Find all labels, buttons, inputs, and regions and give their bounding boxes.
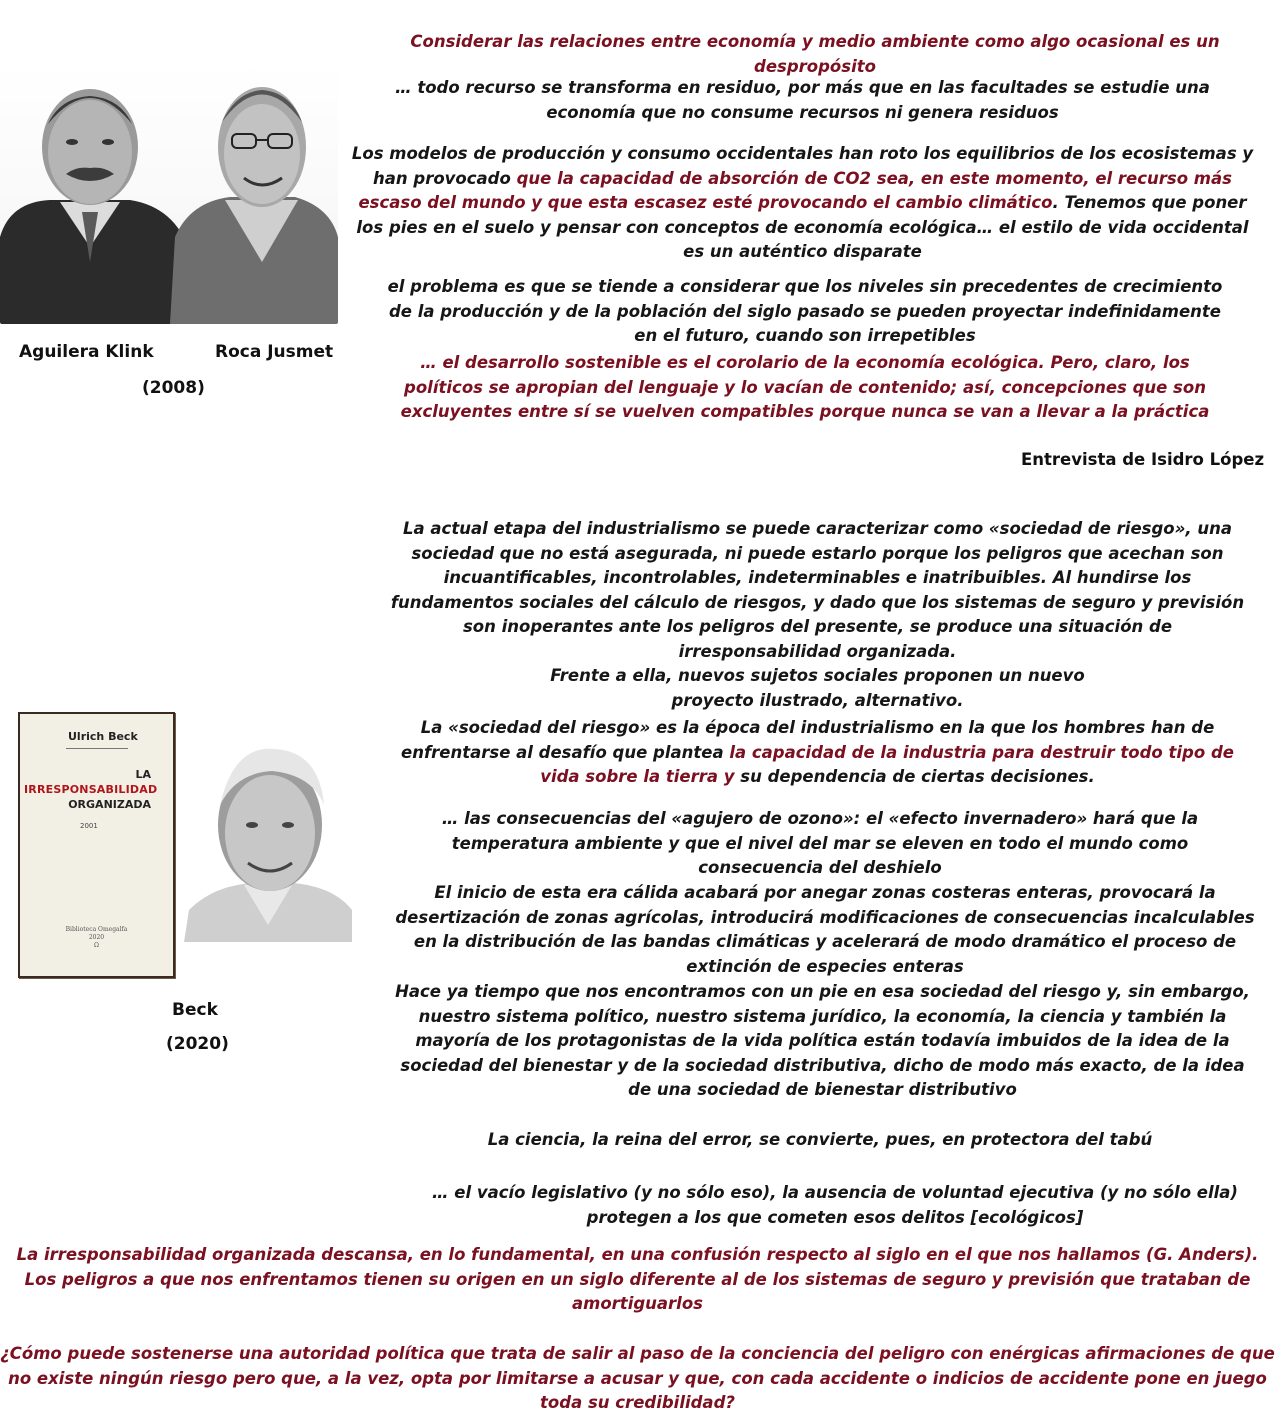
beck-photo-drawing [184, 735, 352, 942]
beck-photo [184, 735, 352, 942]
quote-ozone: … las consecuencias del «agujero de ozono»: el «efecto invernadero» hará que la temperatura ambiente y que el nivel del mar se eleven en todo el mundo como consecuencia del deshielo [441, 809, 1199, 877]
author-name-aguilera: Aguilera Klink [19, 342, 154, 362]
quote-production-models-c: . Tenemos que poner los pies en el suelo y pensar con conceptos de economía ecológica… el estilo de vida occidental es un auténtico disparate [356, 193, 1249, 261]
book-title-line1: LA [135, 768, 151, 781]
book-title-line2: IRRESPONSABILIDAD [24, 783, 158, 796]
quote-welfare-society: Hace ya tiempo que nos encontramos con un pie en esa sociedad del riesgo y, sin embargo, nuestro sistema político, nuestro sistema jurídico, la economía, la ciencia y también la mayoría de los protagonistas de la vida política están todavía imbuidos de la idea de la sociedad del bienestar y de la sociedad distributiva, dicho de modo más exacto, de la idea de una sociedad de bienestar distributivo [395, 982, 1250, 1099]
section1-title: Considerar las relaciones entre economía y medio ambiente como algo ocasional es un despropósito [410, 32, 1220, 76]
quote-industry-a: La «sociedad del riesgo» es la época del industrialismo en la que los hombres han de enfrentarse al desafío que plantea [401, 718, 1215, 762]
author-name-roca: Roca Jusmet [215, 342, 334, 362]
quote-industry-highlight: la capacidad de la industria para destruir todo tipo de vida sobre la tierra y [540, 742, 1234, 786]
quote-production-models [350, 142, 1255, 265]
authors-photo-drawing [0, 62, 338, 324]
book-divider [66, 748, 128, 749]
book-title-line3: ORGANIZADA [68, 798, 151, 811]
book-footer-logo: Ω [94, 942, 99, 949]
book-publisher-mark: 2001 [80, 822, 98, 830]
interview-source: Entrevista de Isidro López [1021, 450, 1265, 469]
quote-resources-waste: … todo recurso se transforma en residuo, por más que en las facultades se estudie una economía que no consume recursos ni genera residuos [395, 78, 1210, 122]
quote-sustainable-development: … el desarrollo sostenible es el corolario de la economía ecológica. Pero, claro, los políticos se apropian del lenguaje y lo vacían de contenido; así, concepciones que son excluyentes entre sí se vuelven compatibles porque nunca se van a llevar a la práctica [400, 353, 1210, 421]
quote-risk-society-line3: proyecto ilustrado, alternativo. [671, 690, 964, 710]
book-footer-publisher: Biblioteca Omegalfa [65, 926, 128, 933]
quote-legislative-void: … el vacío legislativo (y no sólo eso), la ausencia de voluntad ejecutiva (y no sólo ella) protegen a los que cometen esos delitos [ecológicos] [432, 1183, 1238, 1227]
quote-science-taboo: La ciencia, la reina del error, se convierte, pues, en protectora del tabú [487, 1130, 1153, 1149]
quote-production-models-highlight: que la capacidad de absorción de CO2 sea, en este momento, el recurso más escaso del mundo y que esta escasez esté provocando el cambio climático [358, 168, 1232, 212]
book-cover [18, 712, 175, 978]
year-2020: (2020) [166, 1034, 229, 1054]
quote-risk-society-line2: Frente a ella, nuevos sujetos sociales proponen un nuevo [550, 666, 1085, 685]
quote-industry-destruction [390, 716, 1245, 790]
book-footer-year: 2020 [88, 934, 105, 941]
author-name-beck: Beck [172, 1000, 218, 1020]
quote-industry-c: su dependencia de ciertas decisiones. [734, 767, 1095, 786]
quote-warm-era: El inicio de esta era cálida acabará por anegar zonas costeras enteras, provocará la desertización de zonas agrícolas, introducirá modificaciones de consecuencias incalculables en la distribución de las bandas climáticas y acelerará de modo dramático el proceso de extinción de especies enteras [395, 883, 1255, 976]
quote-risk-society-main: La actual etapa del industrialismo se puede caracterizar como «sociedad de riesgo», una sociedad que no está asegurada, ni puede estarlo porque los peligros que acechan son incuantificables, incontrolables, indeterminables e inatribuibles. Al hundirse los fundamentos sociales del cálculo de riesgos, y dado que los sistemas de seguro y previsión son inoperantes ante los peligros del presente, se produce una situación de irresponsabilidad organizada. [390, 519, 1245, 661]
quote-growth-projection: el problema es que se tiende a considerar que los niveles sin precedentes de crecimiento de la producción y de la población del siglo pasado se pueden proyectar indefinidamente en el futuro, cuando son irrepetibles [387, 277, 1223, 345]
quote-organized-irresponsibility: La irresponsabilidad organizada descansa, en lo fundamental, en una confusión respecto al siglo en el que nos hallamos (G. Anders). Los peligros a que nos enfrentamos tienen su origen en un siglo diferente al de los sistemas de seguro y previsión que trataban de amortiguarlos [16, 1245, 1259, 1313]
authors-photo [0, 62, 338, 324]
book-author: Ulrich Beck [68, 730, 138, 743]
quote-risk-society [385, 517, 1250, 713]
year-2008: (2008) [142, 378, 205, 398]
quote-political-authority: ¿Cómo puede sostenerse una autoridad política que trata de salir al paso de la conciencia del peligro con enérgicas afirmaciones de que no existe ningún riesgo pero que, a la vez, opta por limitarse a acusar y que, con cada accidente o indicios de accidente pone en juego toda su credibilidad? [0, 1344, 1275, 1412]
book-footer [20, 926, 173, 950]
quote-production-models-a: Los modelos de producción y consumo occidentales han roto los equilibrios de los ecosistemas y han provocado [351, 144, 1254, 188]
